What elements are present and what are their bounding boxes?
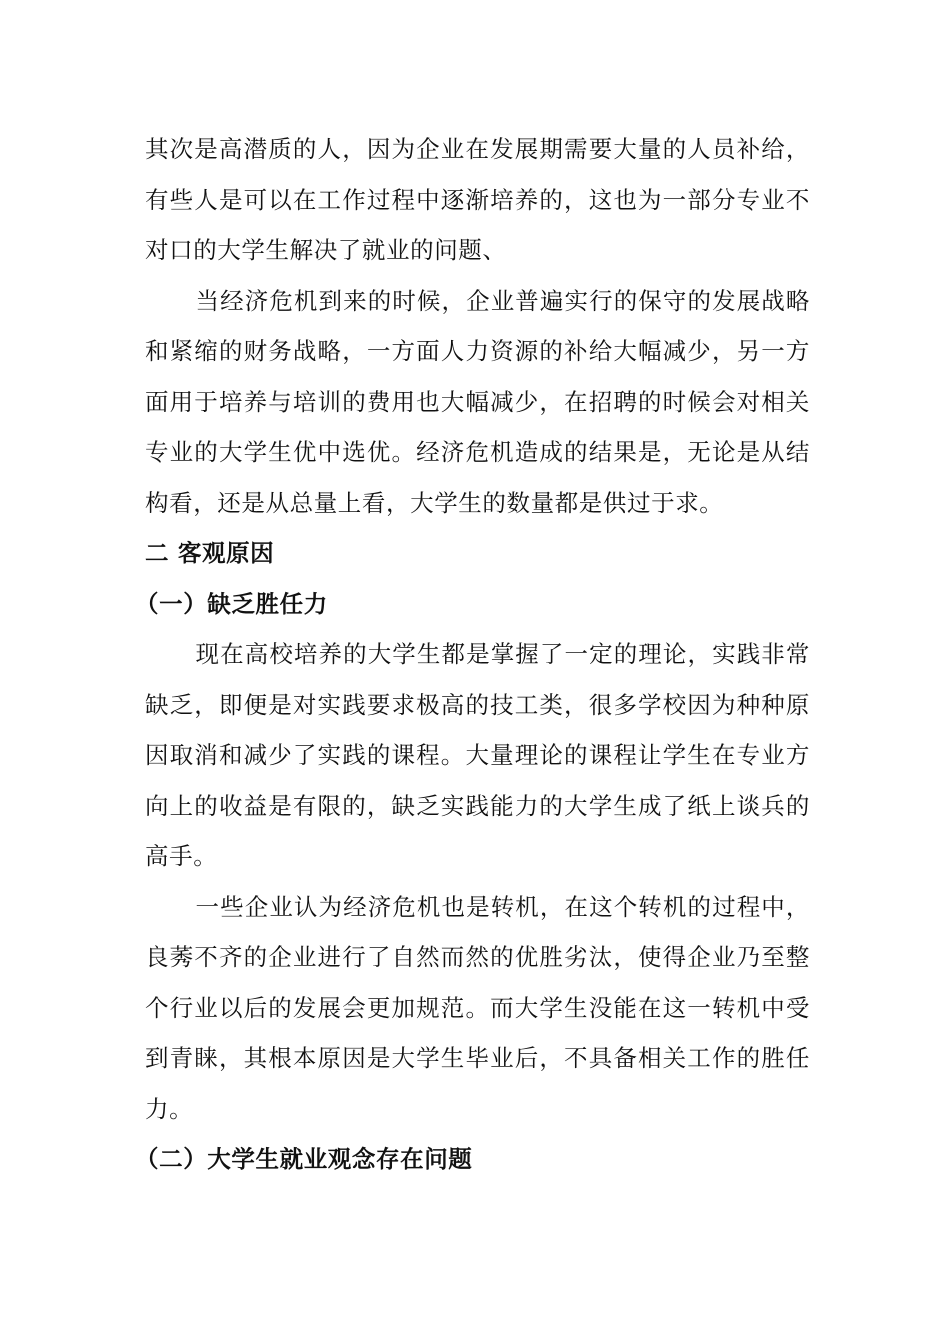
paragraph-crisis-opportunity: 一些企业认为经济危机也是转机，在这个转机的过程中，良莠不齐的企业进行了自然而然的优胜劣汰，使得企业乃至整个行业以后的发展会更加规范。而大学生没能在这一转机中受到青睐，其根本原因是大学生毕业后，不具备相关工作的胜任力。 [145,892,810,1123]
subsection-heading-lack-competence: （一）缺乏胜任力 [135,589,328,618]
subsection-heading-employment-concept: （二）大学生就业观念存在问题 [135,1145,473,1173]
document-page [135,124,810,1185]
paragraph-economic-crisis: 当经济危机到来的时候，企业普遍实行的保守的发展战略和紧缩的财务战略，一方面人力资源的补给大幅减少，另一方面用于培养与培训的费用也大幅减少，在招聘的时候会对相关专业的大学生优中选优。经济危机造成的结果是，无论是从结构看，还是从总量上看，大学生的数量都是供过于求。 [145,286,810,517]
paragraph-high-potential: 其次是高潜质的人，因为企业在发展期需要大量的人员补给，有些人是可以在工作过程中逐渐培养的，这也为一部分专业不对口的大学生解决了就业的问题、 [145,135,810,264]
paragraph-lack-practice: 现在高校培养的大学生都是掌握了一定的理论，实践非常缺乏，即便是对实践要求极高的技工类，很多学校因为种种原因取消和减少了实践的课程。大量理论的课程让学生在专业方向上的收益是有限的，缺乏实践能力的大学生成了纸上谈兵的高手。 [145,640,810,870]
section-heading-objective-reasons: 二 客观原因 [145,539,275,567]
